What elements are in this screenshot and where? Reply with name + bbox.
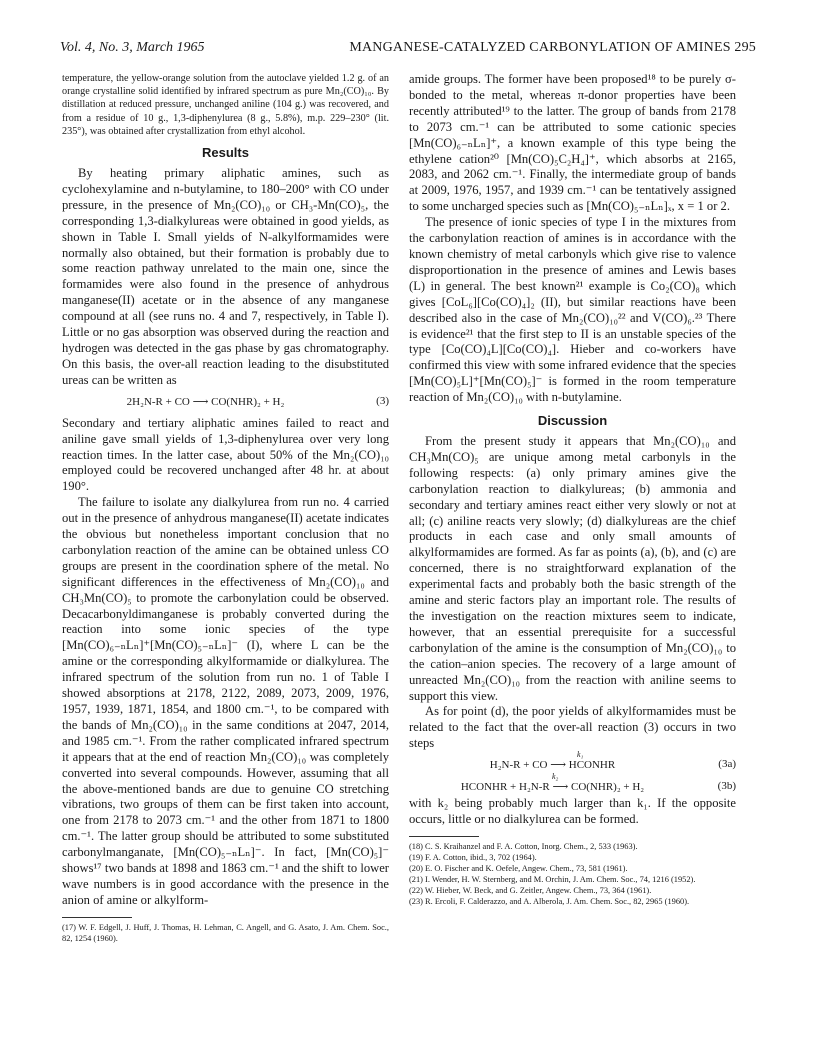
discussion-heading: Discussion [537,413,608,429]
footnote-21: (21) I. Wender, H. W. Sternberg, and M. Orchin, J. Am. Chem. Soc., 74, 1216 (1952). [409,874,696,884]
results-paragraph-5: The presence of ionic species of type I in the mixtures from the carbonylation reaction of amines is in accordance with the known chemistry of metal carbonyls which give rise to valence disproportionation in the presence of amines and Lewis bases (L) in general. The best known²¹ example is Co₂(CO)₈ which gives [CoL₆][Co(CO)₄]₂ (II), but similar reactions have been described also in the case of Mn₂(CO)₁₀²² and V(CO)₆.²³ There is evidence²¹ that the first step to II is an unstable species of the type [Co(CO)₄L][Co(CO)₄]. Hieber and co-workers have confirmed this view with some infrared evidence that the species [Mn(CO)₅L]⁺[Mn(CO)₅]⁻ is formed in the room temperature reaction of Mn₂(CO)₁₀ with n-butylamine. [409,215,736,405]
equation-3b-expression: HCONHR + H₂N-R ⟶ CO(NHR)₂ + H₂ [460,781,645,794]
equation-3-number: (3) [376,394,389,407]
equation-3a-rate-constant: k₁ [577,750,584,760]
results-paragraph-1: By heating primary aliphatic amines, such as cyclohexylamine and n-butylamine, to 180–200° with CO under pressure, in the presence of Mn₂(CO)₁₀ or CH₃-Mn(CO)₅, the corresponding 1,3-dialkylureas were obtained in good yields, as shown in Table I. Small yields of N-alkylformamides were normally also obtained, but their formation is probably due to some reaction pathway unrelated to the main one, since the formamides were also found in the presence of anhydrous manganese(II) acetate or in the absence of any manganese compound at all (see runs no. 4 and 7, respectively, in Table I). Little or no gas absorption was observed during the reaction and hydrogen was detected in the gas phase by gas chromatography. On this basis, the over-all reaction leading to the disubstituted ureas can be written as [62,166,389,387]
experimental-continuation: temperature, the yellow-orange solution from the autoclave yielded 1.2 g. of an orange crystalline solid identified by infrared spectrum as pure Mn₂(CO)₁₀. By distillation at reduced pressure, unchanged aniline (104 g.) was recovered, and from a residue of 10 g., 1,3-diphenylurea (8 g., 5.8%), m.p. 229–230° (lit. 235°), was obtained after crystallization from ethyl alcohol. [62,73,389,137]
results-paragraph-4: amide groups. The former have been proposed¹⁸ to be purely σ-bonded to the metal, whereas π-donor properties have been recently attributed¹⁹ to the latter. The group of bands from 2178 to 2073 cm.⁻¹ can be attributed to some cationic species [Mn(CO)₆₋ₙLₙ]⁺, a known example of this type being the ethylene cation²⁰ [Mn(CO)₅C₂H₄]⁺, which absorbs at 2165, 2083, and 2062 cm.⁻¹. Finally, the intermediate group of bands at 2009, 1976, 1957, and 1939 cm.⁻¹ can be tentatively assigned to some uncharged species such as [Mn(CO)₅₋ₙLₙ]ₓ, x = 1 or 2. [409,72,736,214]
footnote-22: (22) W. Hieber, W. Beck, and G. Zeitler, Angew. Chem., 73, 364 (1961). [409,885,652,895]
equation-3a-number: (3a) [718,758,736,771]
equation-3b-number: (3b) [717,780,736,793]
equation-3-expression: 2H₂N-R + CO ⟶ CO(NHR)₂ + H₂ [126,395,285,408]
results-heading: Results [202,145,249,161]
footnote-list [409,841,736,907]
results-paragraph-2: Secondary and tertiary aliphatic amines failed to react and aniline gave small yields of 1,3-diphenylurea over very long reaction times. In the latter case, about 50% of the Mn₂(CO)₁₀ employed could be recovered unchanged after 48 hr. at about 190°. [62,415,389,494]
footnote-17: (17) W. F. Edgell, J. Huff, J. Thomas, H. Lehman, C. Angell, and G. Asato, J. Am. Chem. Soc., 82, 1254 (1960). [62,922,389,943]
right-column [409,72,736,907]
footnote-20: (20) E. O. Fischer and K. Oefele, Angew. Chem., 73, 581 (1961). [409,863,628,873]
footnote-19: (19) F. A. Cotton, ibid., 3, 702 (1964). [409,852,537,862]
footnote-rule-right [409,836,479,837]
running-title: MANGANESE-CATALYZED CARBONYLATION OF AMINES 295 [349,40,756,55]
footnote-18: (18) C. S. Kraihanzel and F. A. Cotton, Inorg. Chem., 2, 533 (1963). [409,841,638,851]
equation-3 [62,395,389,408]
equation-3b-rate-constant: k₂ [552,772,559,782]
left-column [62,72,389,944]
footnote-23: (23) R. Ercoli, F. Calderazzo, and A. Alberola, J. Am. Chem. Soc., 82, 2965 (1960). [409,896,690,906]
discussion-paragraph-1: From the present study it appears that Mn₂(CO)₁₀ and CH₃Mn(CO)₅ are unique among metal carbonyls in the following respects: (a) only primary amines give the carbonylation reaction to dialkylureas; (b) ammonia and secondary and tertiary amines react either very slowly or not at all; (c) aniline reacts very slowly; (d) dialkylureas are the chief products in each case and only small amounts of alkylformamides are formed. As far as points (a), (b), and (c) are concerned, there is no straightforward explanation of the experimental facts and probably both the basic strength of the amine and steric factors play an important role. The results of the investigation on the reaction mixtures seem to indicate, however, that an essential prerequisite for a successful carbonylation of the amine is the consumption of Mn₂(CO)₁₀ to the cation–anion species. The recovery of a large amount of unreacted Mn₂(CO)₁₀ from the reaction with aniline seems to support this view. [409,434,736,703]
discussion-paragraph-2: As for point (d), the poor yields of alkylformamides must be related to the fact that the over-all reaction (3) occurs in two steps [409,704,736,751]
discussion-paragraph-3: with k₂ being probably much larger than k₁. If the opposite occurs, little or no dialkylurea can be formed. [409,796,736,827]
results-paragraph-3: The failure to isolate any dialkylurea from run no. 4 carried out in the presence of anhydrous manganese(II) acetate indicates the obvious but nonetheless important conclusion that no carbonylation reaction of the amine can be obtained unless CO groups are present in the coordination sphere of the metal. No significant differences in the effectiveness of Mn₂(CO)₁₀ and CH₃Mn(CO)₅ to promote the carbonylation could be observed. Decacarbonyldimanganese is probably converted during the reaction into some ionic species of the type [Mn(CO)₆₋ₙLₙ]⁺[Mn(CO)₅₋ₙLₙ]⁻ (I), where L can be the amine or the corresponding alkylformamide or dialkylurea. The infrared spectrum of the solution from run no. 1 of Table I showed absorptions at 2178, 2122, 2089, 2073, 2009, 1976, 1957, 1939, 1871, 1854, and 1800 cm.⁻¹, to be compared with the bands of Mn₂(CO)₁₀ in the same conditions at 2047, 2014, and 1985 cm.⁻¹. From the rather complicated infrared spectrum it appears that at the end of reaction Mn₂(CO)₁₀ was completely converted into several compounds. However, assuming that all the above-mentioned bands are due to genuine CO stretching vibrations, two groups of them can be first taken into account, one from 2178 to 2073 cm.⁻¹ and the other from 1871 to 1800 cm.⁻¹. The latter group should be attributed to some substituted carbonylmanganate, [Mn(CO)₅₋ₙLₙ]⁻. In fact, [Mn(CO)₅]⁻ shows¹⁷ two bands at 1898 and 1863 cm.⁻¹ and the shift to lower wave numbers is in good accordance with the presence in the anion of amine or alkylform- [62,495,389,907]
equation-3b [409,774,736,796]
footnote-rule [62,917,132,918]
equation-3a [409,752,736,774]
journal-volume-info: Vol. 4, No. 3, March 1965 [60,40,205,55]
equation-3a-expression: H₂N-R + CO ⟶ HCONHR [489,759,616,772]
page-header [60,40,756,60]
